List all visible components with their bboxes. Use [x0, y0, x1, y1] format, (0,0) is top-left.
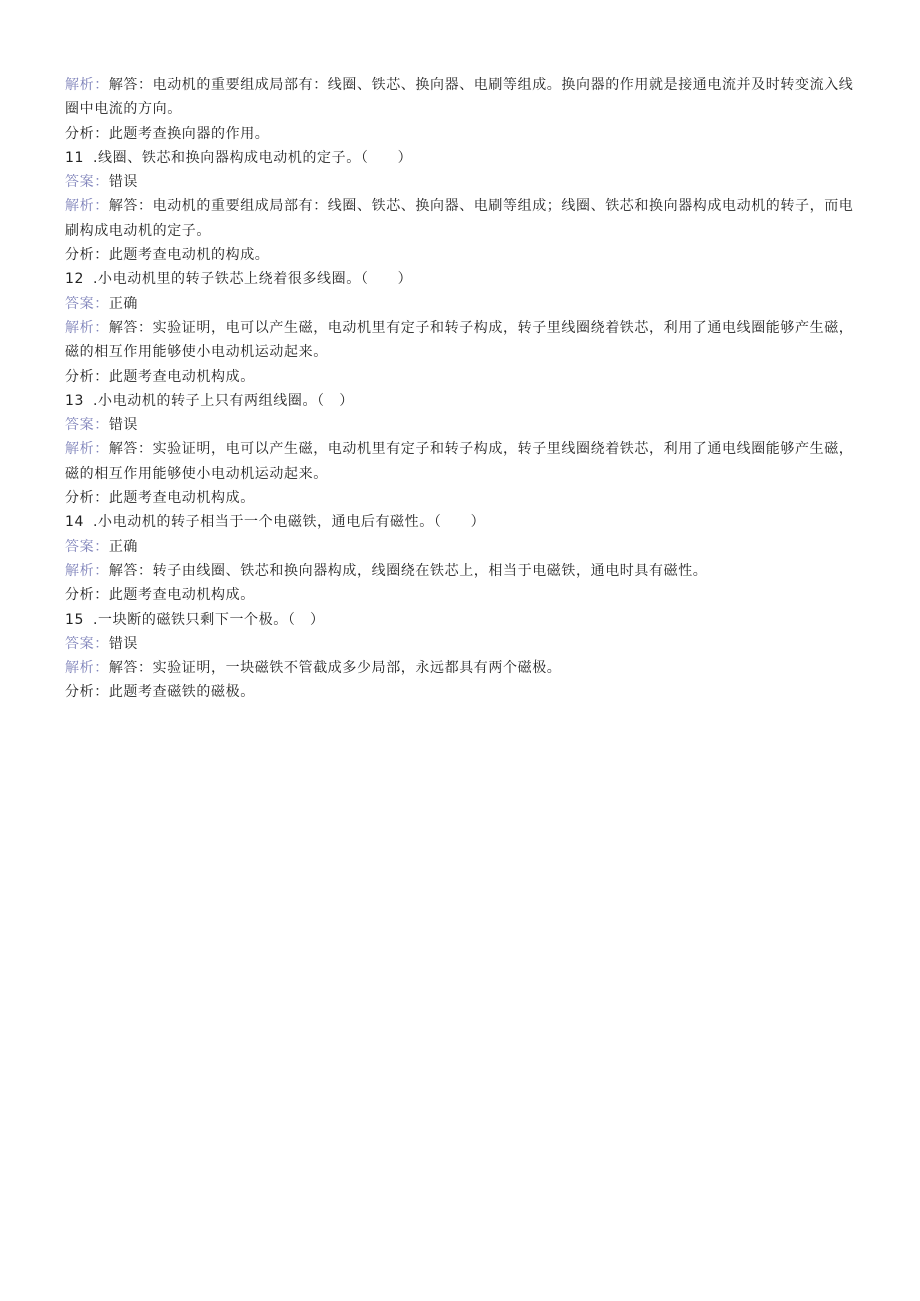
question-text: .一块断的磁铁只剩下一个极。（ ）: [93, 611, 325, 628]
analysis-14: [65, 559, 855, 583]
question-number: 11: [65, 149, 85, 166]
note-text: 此题考查换向器的作用。: [108, 125, 270, 142]
question-13: [65, 389, 855, 413]
answer-label: 答案：: [65, 174, 109, 191]
answer-14: [65, 535, 855, 559]
question-text: .小电动机的转子上只有两组线圈。（ ）: [93, 392, 354, 409]
analysis-label: 解析：: [65, 660, 109, 677]
analysis-label: 解析：: [65, 319, 109, 336]
answer-label: 答案：: [65, 295, 109, 312]
note-label: 分析：: [65, 684, 109, 701]
question-12: [65, 267, 855, 291]
answer-15: [65, 632, 855, 656]
document-page: [65, 73, 855, 705]
note-label: 分析：: [65, 247, 109, 264]
question-14: [65, 510, 855, 534]
answer-11: [65, 170, 855, 194]
analysis-text: 解答：实验证明，电可以产生磁，电动机里有定子和转子构成，转子里线圈绕着铁芯，利用了通电线圈能够产生磁，磁的相互作用能够使小电动机运动起来。: [65, 319, 854, 361]
note-text: 此题考查电动机构成。: [108, 368, 255, 385]
note-text: 此题考查电动机构成。: [108, 490, 255, 507]
answer-value: 正确: [108, 295, 139, 312]
question-11: [65, 146, 855, 170]
question-text: .小电动机里的转子铁芯上绕着很多线圈。（ ）: [93, 271, 413, 288]
question-number: 13: [65, 392, 85, 409]
answer-value: 错误: [108, 417, 139, 434]
analysis-12: [65, 316, 855, 365]
question-number: 14: [65, 514, 85, 531]
question-number: 12: [65, 271, 85, 288]
answer-value: 错误: [108, 635, 139, 652]
note-label: 分析：: [65, 368, 109, 385]
question-15: [65, 608, 855, 632]
analysis-text: 解答：电动机的重要组成局部有：线圈、铁芯、换向器、电刷等组成；线圈、铁芯和换向器构成电动机的转子，而电刷构成电动机的定子。: [65, 198, 854, 239]
note-label: 分析：: [65, 587, 109, 604]
answer-value: 正确: [108, 538, 139, 555]
intro-note: [65, 122, 855, 146]
question-number: 15: [65, 611, 85, 628]
question-text: .线圈、铁芯和换向器构成电动机的定子。（ ）: [93, 149, 413, 166]
note-11: [65, 243, 855, 267]
note-15: [65, 680, 855, 704]
answer-13: [65, 413, 855, 437]
analysis-label: 解析：: [65, 198, 109, 215]
answer-label: 答案：: [65, 417, 109, 434]
note-label: 分析：: [65, 490, 109, 507]
question-text: .小电动机的转子相当于一个电磁铁，通电后有磁性。（ ）: [93, 514, 486, 531]
analysis-label: 解析：: [65, 562, 109, 579]
answer-value: 错误: [108, 174, 139, 191]
note-text: 此题考查电动机构成。: [108, 587, 255, 604]
intro-analysis: [65, 73, 855, 122]
analysis-text: 解答：电动机的重要组成局部有：线圈、铁芯、换向器、电刷等组成。换向器的作用就是接通电流并及时转变流入线圈中电流的方向。: [65, 77, 854, 118]
answer-label: 答案：: [65, 635, 109, 652]
analysis-11: [65, 194, 855, 243]
analysis-13: [65, 437, 855, 486]
note-text: 此题考查电动机的构成。: [108, 247, 270, 264]
analysis-15: [65, 656, 855, 680]
answer-label: 答案：: [65, 538, 109, 555]
answer-12: [65, 292, 855, 316]
analysis-text: 解答：实验证明，电可以产生磁，电动机里有定子和转子构成，转子里线圈绕着铁芯，利用了通电线圈能够产生磁，磁的相互作用能够使小电动机运动起来。: [65, 441, 854, 482]
note-label: 分析：: [65, 125, 109, 142]
analysis-label: 解析：: [65, 441, 109, 458]
note-text: 此题考查磁铁的磁极。: [108, 684, 255, 701]
analysis-label: 解析：: [65, 77, 109, 93]
note-12: [65, 365, 855, 389]
analysis-text: 解答：转子由线圈、铁芯和换向器构成，线圈绕在铁芯上，相当于电磁铁，通电时具有磁性。: [108, 562, 708, 579]
analysis-text: 解答：实验证明，一块磁铁不管截成多少局部，永远都具有两个磁极。: [108, 660, 562, 677]
note-13: [65, 486, 855, 510]
note-14: [65, 583, 855, 607]
